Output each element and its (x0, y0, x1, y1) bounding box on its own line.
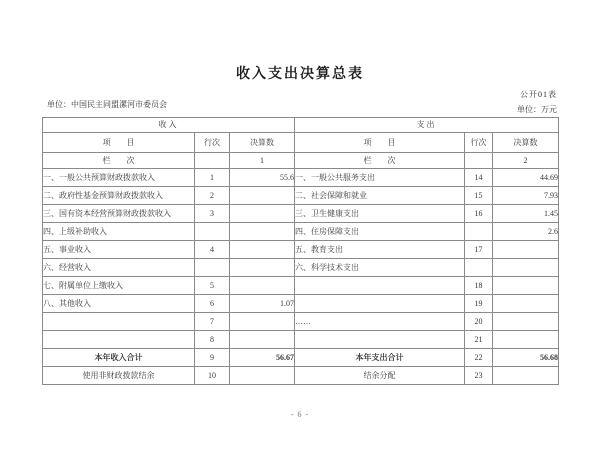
expenditure-item-cell (295, 277, 465, 295)
income-amount-cell (230, 313, 295, 331)
income-rowno-cell: 6 (195, 295, 230, 313)
table-row (43, 259, 559, 277)
expenditure-amount-cell: 1.45 (493, 205, 559, 223)
expenditure-amount-cell: 44.69 (493, 169, 559, 187)
col-index-right: 2 (493, 153, 559, 169)
expenditure-rowno-cell: 14 (465, 169, 493, 187)
col-header-rowno: 行次 (195, 133, 230, 153)
income-amount-cell: 1.07 (230, 295, 295, 313)
expenditure-item-cell (295, 295, 465, 313)
expenditure-amount-cell (493, 367, 559, 385)
income-amount-cell (230, 367, 295, 385)
expenditure-item-cell: 四、住房保障支出 (295, 223, 465, 241)
table-row (43, 331, 559, 349)
income-item-cell (43, 331, 195, 349)
section-header-row (43, 118, 559, 133)
income-rowno-cell: 5 (195, 277, 230, 295)
income-amount-cell (230, 223, 295, 241)
expenditure-rowno-cell: 17 (465, 241, 493, 259)
income-rowno-cell: 3 (195, 205, 230, 223)
expenditure-rowno-cell: 22 (465, 349, 493, 367)
currency-unit-label: 单位：万元 (517, 105, 557, 114)
totals-row (43, 349, 559, 367)
income-amount-cell (230, 187, 295, 205)
expenditure-amount-cell (493, 277, 559, 295)
income-item-cell: 六、经营收入 (43, 259, 195, 277)
column-index-row (43, 153, 559, 169)
expenditure-item-cell: 二、社会保障和就业 (295, 187, 465, 205)
income-rowno-cell: 2 (195, 187, 230, 205)
table-row (43, 169, 559, 187)
expenditure-amount-cell (493, 241, 559, 259)
expenditure-item-cell: 六、科学技术支出 (295, 259, 465, 277)
expenditure-rowno-cell: 20 (465, 313, 493, 331)
col-header-amount: 决算数 (230, 133, 295, 153)
table-row (43, 223, 559, 241)
expenditure-item-cell: …… (295, 313, 465, 331)
col-index-left: 1 (230, 153, 295, 169)
table-row (43, 313, 559, 331)
col-header-item: 项 目 (295, 133, 465, 153)
expenditure-rowno-cell: 16 (465, 205, 493, 223)
page-title: 收入支出决算总表 (236, 67, 364, 82)
income-item-cell (43, 313, 195, 331)
expenditure-amount-cell (493, 295, 559, 313)
section-expenditure-header: 支出 (295, 118, 559, 133)
column-header-row (43, 133, 559, 153)
col-header-item: 项 目 (43, 133, 195, 153)
income-item-cell: 五、事业收入 (43, 241, 195, 259)
expenditure-total-amount: 56.68 (493, 349, 559, 367)
col-header-rowno: 行次 (465, 133, 493, 153)
expenditure-rowno-cell: 19 (465, 295, 493, 313)
expenditure-item-cell: 结余分配 (295, 367, 465, 385)
income-item-cell: 三、国有资本经营预算财政拨款收入 (43, 205, 195, 223)
income-item-cell: 使用非财政拨款结余 (43, 367, 195, 385)
expenditure-rowno-cell: 15 (465, 187, 493, 205)
income-total-amount: 56.67 (230, 349, 295, 367)
income-item-cell: 二、政府性基金预算财政拨款收入 (43, 187, 195, 205)
expenditure-amount-cell (493, 259, 559, 277)
income-amount-cell (230, 241, 295, 259)
expenditure-amount-cell: 7.93 (493, 187, 559, 205)
income-rowno-cell (195, 223, 230, 241)
expenditure-total-label: 本年支出合计 (295, 349, 465, 367)
page-number: - 6 - (290, 410, 310, 419)
expenditure-rowno-cell (465, 223, 493, 241)
expenditure-item-cell: 五、教育支出 (295, 241, 465, 259)
income-rowno-cell (195, 259, 230, 277)
income-rowno-cell: 10 (195, 367, 230, 385)
income-rowno-cell: 9 (195, 349, 230, 367)
expenditure-amount-cell (493, 331, 559, 349)
organization-label: 单位：中国民主同盟漯河市委员会 (47, 100, 167, 109)
income-item-cell: 一、一般公共预算财政拨款收入 (43, 169, 195, 187)
income-rowno-cell: 4 (195, 241, 230, 259)
empty-cell (465, 153, 493, 169)
table-row (43, 205, 559, 223)
empty-cell (195, 153, 230, 169)
income-rowno-cell: 7 (195, 313, 230, 331)
income-amount-cell (230, 277, 295, 295)
expenditure-item-cell: 三、卫生健康支出 (295, 205, 465, 223)
expenditure-rowno-cell: 23 (465, 367, 493, 385)
expenditure-amount-cell: 2.6 (493, 223, 559, 241)
table-row (43, 295, 559, 313)
expenditure-item-cell (295, 331, 465, 349)
income-item-cell: 七、附属单位上缴收入 (43, 277, 195, 295)
doc-number-label: 公开01表 (520, 90, 557, 99)
table-row (43, 367, 559, 385)
income-amount-cell (230, 331, 295, 349)
expenditure-rowno-cell: 21 (465, 331, 493, 349)
col-header-amount: 决算数 (493, 133, 559, 153)
income-amount-cell: 55.6 (230, 169, 295, 187)
lanci-label: 栏 次 (295, 153, 465, 169)
income-rowno-cell: 1 (195, 169, 230, 187)
income-rowno-cell: 8 (195, 331, 230, 349)
expenditure-amount-cell (493, 313, 559, 331)
expenditure-item-cell: 一、一般公共服务支出 (295, 169, 465, 187)
section-income-header: 收入 (43, 118, 295, 133)
table-row (43, 277, 559, 295)
table-row (43, 241, 559, 259)
income-item-cell: 四、上级补助收入 (43, 223, 195, 241)
expenditure-rowno-cell: 18 (465, 277, 493, 295)
income-total-label: 本年收入合计 (43, 349, 195, 367)
lanci-label: 栏 次 (43, 153, 195, 169)
income-item-cell: 八、其他收入 (43, 295, 195, 313)
income-amount-cell (230, 205, 295, 223)
income-amount-cell (230, 259, 295, 277)
table-row (43, 187, 559, 205)
budget-table (42, 117, 559, 385)
expenditure-rowno-cell (465, 259, 493, 277)
